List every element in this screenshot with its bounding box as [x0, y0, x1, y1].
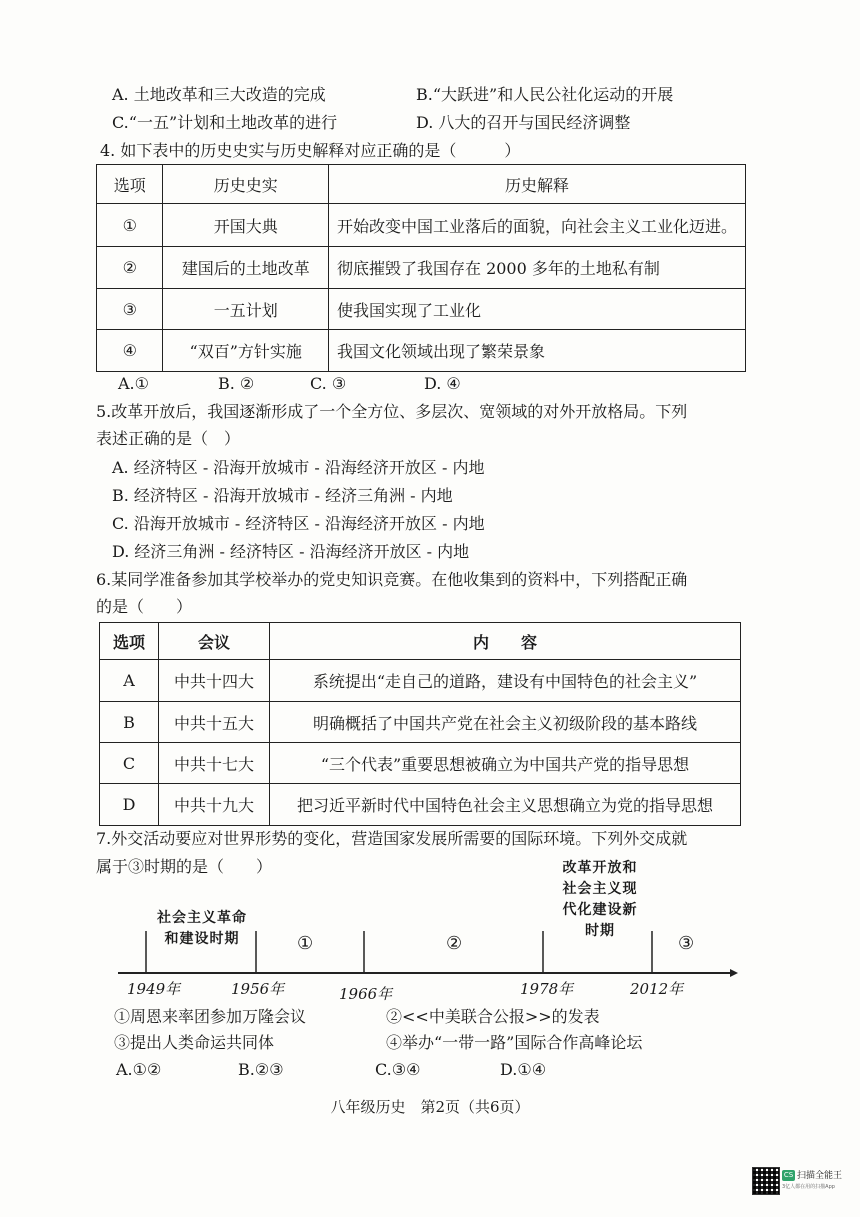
q4-answer-b: B. ② [218, 374, 255, 393]
table-row [97, 289, 746, 330]
table-cell: 一五计划 [163, 289, 329, 330]
table-cell: “双百”方针实施 [163, 330, 329, 372]
table-cell: ② [97, 247, 163, 289]
table-header-cell: 会议 [159, 623, 270, 660]
q6-stem-cont: 的是（ ） [96, 597, 193, 616]
q3-option-a: A. 土地改革和三大改造的完成 [112, 85, 326, 104]
q7-answer-b: B.②③ [238, 1060, 284, 1079]
q5-option-c: C. 沿海开放城市 - 经济特区 - 沿海经济开放区 - 内地 [112, 514, 485, 533]
table-cell: 开始改变中国工业落后的面貌，向社会主义工业化迈进。 [328, 204, 745, 247]
table-cell: “三个代表”重要思想被确立为中国共产党的指导思想 [270, 743, 741, 784]
timeline-year: 1949年 [127, 980, 181, 998]
q7-stem-cont: 属于③时期的是（ ） [96, 857, 273, 876]
table-cell: C [100, 743, 159, 784]
timeline-arrow [730, 969, 738, 977]
table-header-cell: 选项 [97, 165, 163, 204]
table-row [100, 743, 741, 784]
era-label-line: 社会主义革命 [157, 910, 247, 926]
q5-stem: 5.改革开放后，我国逐渐形成了一个全方位、多层次、宽领域的对外开放格局。下列 [96, 402, 688, 421]
q4-stem: 4. 如下表中的历史史实与历史解释对应正确的是（ ） [100, 141, 521, 160]
scanner-logo-icon: CS [783, 1171, 794, 1179]
table-cell: A [100, 660, 159, 702]
timeline-year: 1956年 [231, 980, 285, 998]
q7-answer-d: D.①④ [500, 1060, 547, 1079]
table-header-cell: 内 容 [270, 623, 741, 660]
scanner-watermark-name: 扫描全能王 [797, 1171, 843, 1181]
table-row [100, 784, 741, 826]
timeline-year: 1978年 [520, 980, 574, 998]
q6-stem: 6.某同学准备参加其学校举办的党史知识竞赛。在他收集到的资料中，下列搭配正确 [96, 570, 688, 589]
era-label-line: 社会主义现 [562, 881, 638, 897]
era-label-line: 改革开放和 [562, 860, 638, 876]
q3-option-b: B.“大跃进”和人民公社化运动的开展 [416, 85, 674, 104]
table-cell: ③ [97, 289, 163, 330]
q5-option-d: D. 经济三角洲 - 经济特区 - 沿海经济开放区 - 内地 [112, 542, 470, 561]
timeline-period-3: ③ [678, 933, 695, 954]
timeline-year: 1966年 [339, 985, 393, 1003]
table-header-cell: 历史解释 [328, 165, 745, 204]
table-row [100, 702, 741, 743]
table-header-row [97, 165, 746, 204]
timeline-year: 2012年 [630, 980, 684, 998]
table-cell: 彻底摧毁了我国存在 2000 多年的土地私有制 [328, 247, 745, 289]
q6-table [99, 622, 741, 826]
qr-code-icon [752, 1167, 780, 1195]
q4-answer-d: D. ④ [424, 374, 461, 393]
scanner-watermark-sub: 3亿人都在用的扫描App [782, 1184, 835, 1190]
q7-item-3: ③提出人类命运共同体 [114, 1033, 275, 1052]
table-header-cell: 历史史实 [163, 165, 329, 204]
q7-item-2: ②<<中美联合公报>>的发表 [386, 1007, 600, 1026]
table-header-cell: 选项 [100, 623, 159, 660]
era-label-line: 代化建设新 [562, 902, 638, 918]
timeline-period-2: ② [446, 933, 463, 954]
q7-answer-a: A.①② [116, 1060, 162, 1079]
table-cell: 开国大典 [163, 204, 329, 247]
q5-option-b: B. 经济特区 - 沿海开放城市 - 经济三角洲 - 内地 [112, 486, 453, 505]
table-cell: 我国文化领域出现了繁荣景象 [328, 330, 745, 372]
q7-stem: 7.外交活动要应对世界形势的变化，营造国家发展所需要的国际环境。下列外交成就 [96, 829, 688, 848]
table-header-row [100, 623, 741, 660]
table-cell: 中共十九大 [159, 784, 270, 826]
q3-option-d: D. 八大的召开与国民经济调整 [416, 113, 631, 132]
page-footer: 八年级历史 第2页（共6页） [330, 1098, 530, 1116]
table-cell: 把习近平新时代中国特色社会主义思想确立为党的指导思想 [270, 784, 741, 826]
q4-table [96, 164, 746, 372]
table-cell: 使我国实现了工业化 [328, 289, 745, 330]
table-cell: ④ [97, 330, 163, 372]
q3-option-c: C.“一五”计划和土地改革的进行 [112, 113, 338, 132]
q7-answer-c: C.③④ [375, 1060, 421, 1079]
table-cell: 建国后的土地改革 [163, 247, 329, 289]
table-cell: 中共十四大 [159, 660, 270, 702]
timeline-period-1: ① [297, 933, 314, 954]
q5-stem-cont: 表述正确的是（ ） [96, 429, 241, 448]
table-cell: D [100, 784, 159, 826]
q4-answer-a: A.① [118, 374, 149, 393]
table-cell: 中共十五大 [159, 702, 270, 743]
table-row [100, 660, 741, 702]
q7-item-1: ①周恩来率团参加万隆会议 [114, 1007, 307, 1026]
table-cell: 明确概括了中国共产党在社会主义初级阶段的基本路线 [270, 702, 741, 743]
timeline-era-1 [148, 908, 256, 950]
table-cell: 系统提出“走自己的道路，建设有中国特色的社会主义” [270, 660, 741, 702]
table-row [97, 330, 746, 372]
timeline-era-2 [548, 858, 652, 942]
q5-option-a: A. 经济特区 - 沿海开放城市 - 沿海经济开放区 - 内地 [112, 458, 485, 477]
era-label-line: 和建设时期 [164, 931, 240, 947]
q4-answer-c: C. ③ [310, 374, 347, 393]
era-label-line: 时期 [585, 923, 615, 939]
q7-item-4: ④举办“一带一路”国际合作高峰论坛 [386, 1033, 643, 1052]
table-cell: B [100, 702, 159, 743]
table-row [97, 204, 746, 247]
table-row [97, 247, 746, 289]
table-cell: 中共十七大 [159, 743, 270, 784]
table-cell: ① [97, 204, 163, 247]
